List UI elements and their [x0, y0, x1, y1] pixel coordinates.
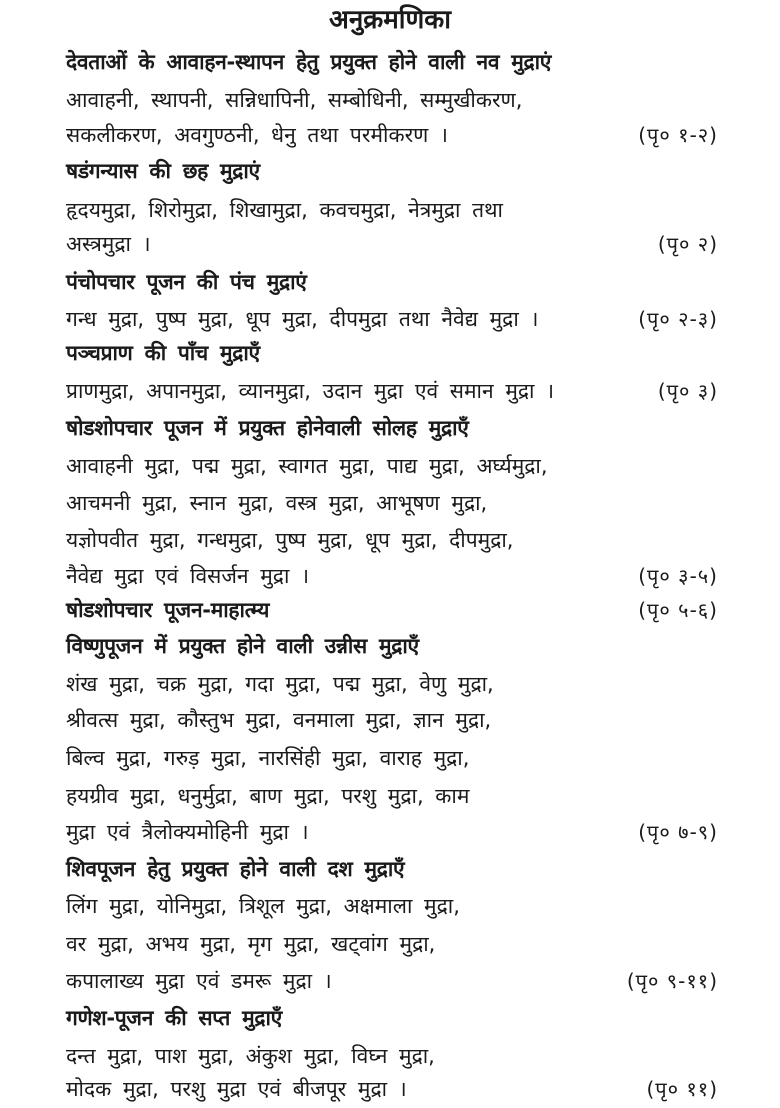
entry-text: आचमनी मुद्रा, स्नान मुद्रा, वस्त्र मुद्रा, आभूषण मुद्रा, [66, 491, 488, 515]
entry-line [66, 82, 718, 118]
entry-line [66, 226, 718, 262]
entry-text: श्रीवत्स मुद्रा, कौस्तुभ मुद्रा, वनमाला मुद्रा, ज्ञान मुद्रा, [66, 708, 492, 732]
entry-text: मोदक मुद्रा, परशु मुद्रा एवं बीजपूर मुद्रा । [66, 1077, 407, 1101]
entry-line [66, 1071, 718, 1107]
entry-line [66, 1038, 718, 1074]
entry-text: हयग्रीव मुद्रा, धनुर्मुद्रा, बाण मुद्रा, परशु मुद्रा, काम [66, 784, 470, 808]
entry-text: कपालाख्य मुद्रा एवं डमरू मुद्रा । [66, 969, 332, 993]
entry-line [66, 926, 718, 962]
entry-line [66, 522, 718, 558]
entry-text: दन्त मुद्रा, पाश मुद्रा, अंकुश मुद्रा, विघ्न मुद्रा, [66, 1044, 435, 1068]
page-ref: (पृ० ५-६) [638, 598, 718, 622]
heading-text: षोडशोपचार पूजन में प्रयुक्त होनेवाली सोलह मुद्राएँ [66, 416, 469, 440]
entry-line [66, 558, 718, 594]
entry-text: आवाहनी मुद्रा, पद्म मुद्रा, स्वागत मुद्रा, पाद्य मुद्रा, अर्घ्यमुद्रा, [66, 454, 548, 478]
section-heading [66, 592, 718, 628]
section-heading [66, 335, 718, 371]
entry-text: वर मुद्रा, अभय मुद्रा, मृग मुद्रा, खट्वांग मुद्रा, [66, 932, 436, 956]
section-heading [66, 44, 718, 80]
page-ref: (पृ० ११) [646, 1077, 718, 1101]
heading-text: षडंगन्यास की छह मुद्राएं [66, 159, 260, 183]
section-heading [66, 628, 718, 664]
page-ref: (पृ० ९-११) [626, 969, 718, 993]
entry-text: आवाहनी, स्थापनी, सन्निधापिनी, सम्बोधिनी, सम्मुखीकरण, [66, 88, 523, 112]
section-heading [66, 153, 718, 189]
entry-line [66, 888, 718, 924]
entry-line [66, 814, 718, 850]
heading-text: गणेश-पूजन की सप्त मुद्राएँ [66, 1006, 282, 1030]
entry-line [66, 778, 718, 814]
entry-line [66, 666, 718, 702]
entry-line [66, 373, 718, 409]
page-ref: (पृ० ३) [657, 379, 718, 403]
page-ref: (पृ० २) [657, 232, 718, 256]
entry-text: सकलीकरण, अवगुण्ठनी, धेनु तथा परमीकरण । [66, 123, 448, 147]
entry-text: लिंग मुद्रा, योनिमुद्रा, त्रिशूल मुद्रा, अक्षमाला मुद्रा, [66, 894, 460, 918]
entry-text: मुद्रा एवं त्रैलोक्यमोहिनी मुद्रा । [66, 820, 309, 844]
entry-line [66, 117, 718, 153]
heading-text: षोडशोपचार पूजन-माहात्म्य [66, 598, 270, 622]
entry-text: नैवेद्य मुद्रा एवं विसर्जन मुद्रा । [66, 564, 310, 588]
heading-text: पंचोपचार पूजन की पंच मुद्राएं [66, 270, 307, 294]
heading-text: शिवपूजन हेतु प्रयुक्त होने वाली दश मुद्राएँ [66, 857, 405, 881]
entry-line [66, 301, 718, 337]
entry-line [66, 485, 718, 521]
section-heading [66, 264, 718, 300]
page-ref: (पृ० ३-५) [638, 564, 718, 588]
entry-text: अस्त्रमुद्रा । [66, 232, 151, 256]
entry-line [66, 192, 718, 228]
entry-text: हृदयमुद्रा, शिरोमुद्रा, शिखामुद्रा, कवचमुद्रा, नेत्रमुद्रा तथा [66, 198, 503, 222]
entry-line [66, 448, 718, 484]
entry-text: प्राणमुद्रा, अपानमुद्रा, व्यानमुद्रा, उदान मुद्रा एवं समान मुद्रा । [66, 379, 555, 403]
section-heading [66, 1000, 718, 1036]
heading-text: पञ्चप्राण की पाँच मुद्राएँ [66, 341, 260, 365]
entry-text: गन्ध मुद्रा, पुष्प मुद्रा, धूप मुद्रा, दीपमुद्रा तथा नैवेद्य मुद्रा । [66, 307, 539, 331]
heading-text: देवताओं के आवाहन-स्थापन हेतु प्रयुक्त होने वाली नव मुद्राएं [66, 50, 552, 74]
entry-text: यज्ञोपवीत मुद्रा, गन्धमुद्रा, पुष्प मुद्रा, धूप मुद्रा, दीपमुद्रा, [66, 528, 514, 552]
page-ref: (पृ० ७-९) [638, 820, 718, 844]
page-ref: (पृ० १-२) [638, 123, 718, 147]
section-heading [66, 851, 718, 887]
section-heading [66, 410, 718, 446]
entry-text: बिल्व मुद्रा, गरुड़ मुद्रा, नारसिंही मुद्रा, वाराह मुद्रा, [66, 746, 470, 770]
heading-text: विष्णुपूजन में प्रयुक्त होने वाली उन्नीस मुद्राएँ [66, 634, 419, 658]
entry-text: शंख मुद्रा, चक्र मुद्रा, गदा मुद्रा, पद्म मुद्रा, वेणु मुद्रा, [66, 672, 494, 696]
page-title: अनुक्रमणिका [328, 5, 452, 35]
entry-line [66, 963, 718, 999]
page-ref: (पृ० २-३) [638, 307, 718, 331]
entry-line [66, 740, 718, 776]
entry-line [66, 702, 718, 738]
